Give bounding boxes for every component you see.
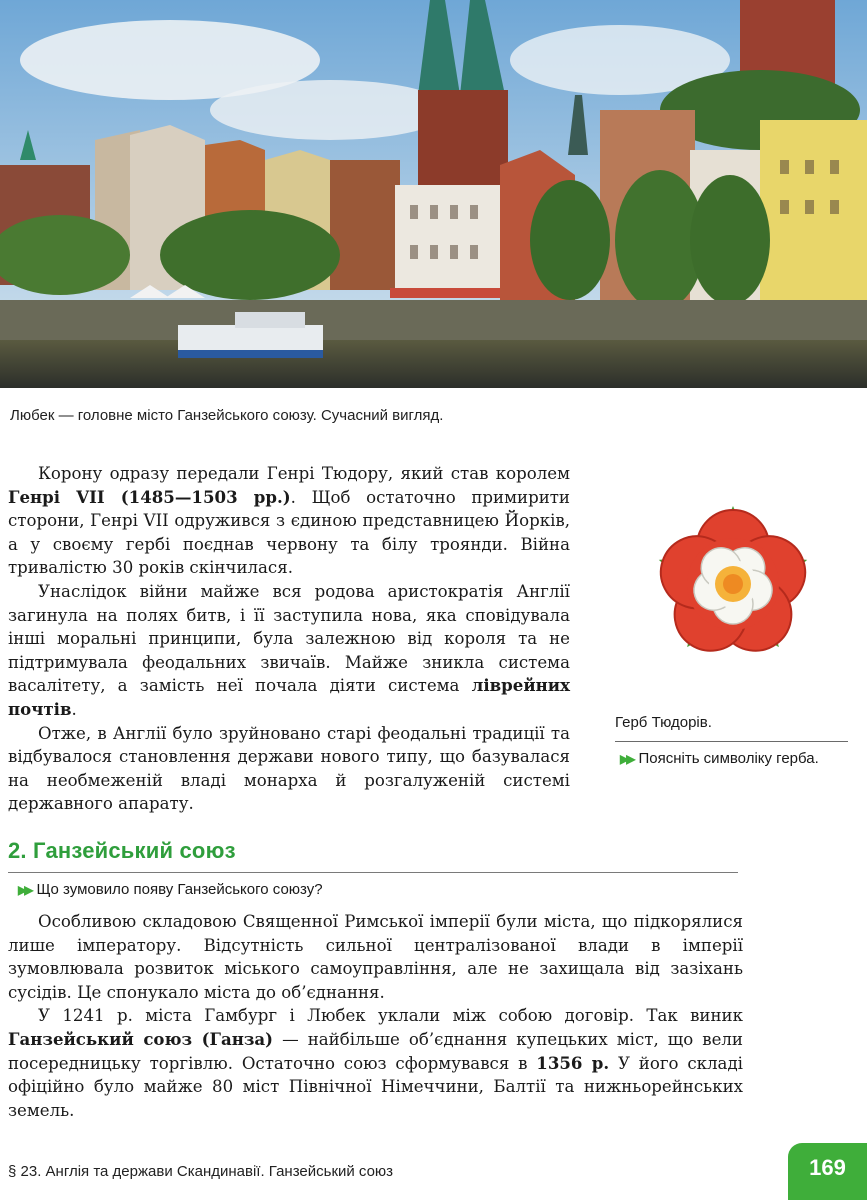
text-run: .: [71, 699, 77, 719]
text-run: Унаслідок війни майже вся родова аристократія Англії загинула на полях битв, і її заступила нова, яка сповідувала інші моральні принципи, була залежною від короля та не підтримувала феодальних звичаїв. Майже зникла система васалітету, а замість неї почала діяти система: [8, 581, 570, 696]
bold-term: Ганзейський союз (Ганза): [8, 1028, 274, 1049]
tudor-rose-emblem: [643, 496, 823, 666]
rose-question-text: Поясніть символіку герба.: [638, 750, 819, 767]
text-run: У його складі офіційно було майже 80 міст Північної Німеччини, Балтії та нижньорейнських земель.: [8, 1053, 743, 1120]
paragraph: [8, 1004, 743, 1122]
section-question: [18, 881, 323, 898]
double-arrow-icon: ▶▶: [620, 752, 633, 766]
text-run: — найбільше об’єднання купецьких міст, що вели посередницьку торгівлю. Остаточно союз сформувався в: [8, 1029, 743, 1073]
divider: [615, 741, 848, 742]
paragraph: [8, 580, 570, 722]
paragraph: [8, 462, 570, 580]
rose-question: [620, 750, 819, 767]
text-run: У 1241 р. міста Гамбург і Любек уклали між собою договір. Так виник: [38, 1006, 743, 1026]
text-run: Корону одразу передали Генрі Тюдору, який став королем: [38, 464, 570, 483]
lubeck-photo: [0, 0, 867, 388]
text-run: Отже, в Англії було зруйновано старі феодальні традиції та відбувалося становлення держави нового типу, що базувалася на необмеженій владі монарха й розгалуженій системі державного апарату.: [8, 723, 570, 814]
text-run: Особливою складовою Священної Римської імперії були міста, що підкорялися лише імператору. Відсутність сильної централізованої влади в імперії зумовлювала розвиток міського самоуправління, але не захищала від зазіхань сусідів. Це спонукало міста до об’єднання.: [8, 912, 743, 1002]
section-question-text: Що зумовило появу Ганзейського союзу?: [36, 881, 323, 898]
rose-caption: Герб Тюдорів.: [615, 714, 712, 731]
photo-caption: Любек — головне місто Ганзейського союзу. Сучасний вигляд.: [10, 407, 444, 424]
text-run: . Щоб остаточно примирити сторони, Генрі VII одружився з єдиною представницею Йорків, а у своєму гербі поєднав червону та білу троянди. Війна тривалістю 30 років скінчилася.: [8, 487, 570, 578]
running-footer: § 23. Англія та держави Скандинавії. Ганзейський союз: [8, 1163, 394, 1180]
section-heading: 2. Ганзейський союз: [8, 838, 236, 863]
paragraph: [8, 910, 743, 1004]
main-text-block-1: [8, 462, 570, 816]
divider: [8, 872, 738, 873]
bold-term: Генрі VII (1485—1503 рр.): [8, 486, 291, 507]
paragraph: [8, 722, 570, 816]
main-text-block-2: [8, 910, 743, 1122]
page-number: 169: [788, 1143, 867, 1200]
double-arrow-icon: ▶▶: [18, 883, 31, 897]
bold-term: ліврейних почтів: [8, 675, 570, 719]
bold-term: 1356 р.: [536, 1052, 610, 1073]
